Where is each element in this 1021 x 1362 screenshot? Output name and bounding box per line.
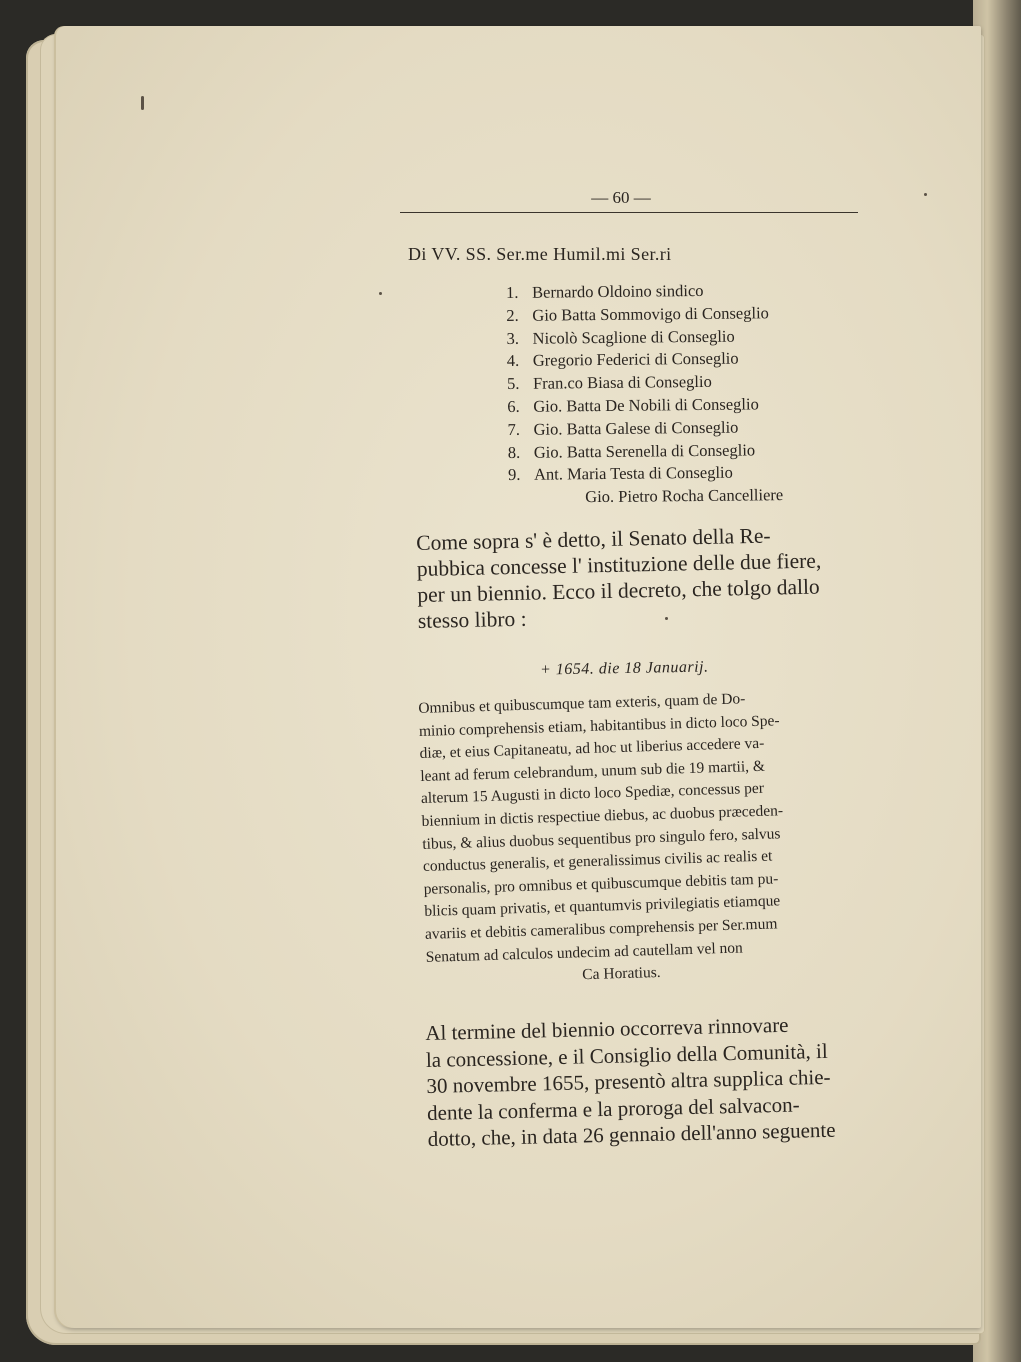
paragraph-line: 30 novembre 1655, presentò altra supplica chie- bbox=[426, 1064, 831, 1098]
paragraph-line: dotto, che, in data 26 gennaio dell'anno seguente bbox=[427, 1117, 836, 1151]
paragraph-line: per un biennio. Ecco il decreto, che tolgo dallo bbox=[417, 574, 820, 607]
signer-item bbox=[507, 416, 782, 442]
paragraph-senate bbox=[416, 521, 866, 634]
signer-number: 8. bbox=[507, 442, 521, 462]
signer-item bbox=[506, 325, 781, 351]
signer-item bbox=[508, 439, 783, 465]
signer-name: Gio. Batta Serenella di Conseglio bbox=[533, 439, 756, 462]
signer-name: Bernardo Oldoino sindico bbox=[532, 280, 704, 302]
decree-line: personalis, pro omnibus et quibuscumque debitis tam pu- bbox=[423, 870, 779, 898]
signer-name: Gregorio Federici di Conseglio bbox=[532, 348, 739, 371]
page-number: — 60 — bbox=[591, 188, 651, 207]
signer-name: Nicolò Scaglione di Conseglio bbox=[532, 326, 735, 348]
signer-number: 9. bbox=[507, 465, 521, 485]
signer-number: 2. bbox=[506, 305, 519, 325]
chancellor: Gio. Pietro Rocha Cancelliere bbox=[585, 485, 784, 507]
decree-heading: + 1654. die 18 Januarij. bbox=[539, 658, 709, 679]
signer-number: 6. bbox=[507, 396, 520, 416]
signer-number: 4. bbox=[506, 351, 520, 371]
signers-list bbox=[506, 279, 783, 510]
decree-line: minio comprehensis etiam, habitantibus in dicto loco Spe- bbox=[418, 711, 780, 740]
signer-name: Gio. Batta De Nobili di Conseglio bbox=[533, 394, 759, 416]
signer-number: 5. bbox=[506, 374, 520, 394]
paper-speck bbox=[379, 292, 382, 295]
decree-line: blicis quam privatis, et quantumvis privilegiatis etiamque bbox=[424, 892, 781, 921]
header-rule bbox=[400, 212, 858, 213]
decree-text bbox=[418, 685, 873, 992]
decree-line: conductus generalis, et generalissimus civilis ac realis et bbox=[422, 847, 773, 876]
signer-name: Gio. Batta Galese di Conseglio bbox=[533, 417, 739, 439]
salutation: Di VV. SS. Ser.me Humil.mi Ser.ri bbox=[408, 244, 672, 264]
paragraph-line: dente la conferma e la proroga del salvacon- bbox=[426, 1092, 800, 1125]
signer-name: Ant. Maria Testa di Conseglio bbox=[533, 463, 733, 485]
signer-number: 7. bbox=[507, 419, 521, 439]
decree-line: diæ, et eius Capitaneatu, ad hoc ut liberius accedere va- bbox=[419, 734, 765, 763]
signer-name: Fran.co Biasa di Conseglio bbox=[532, 372, 712, 393]
decree-line: Senatum ad calculos undecim ad cautellam vel non bbox=[425, 939, 744, 966]
decree-line: leant ad ferum celebrandum, unum sub die 19 martii, & bbox=[420, 757, 766, 785]
paragraph-renewal bbox=[425, 1010, 878, 1153]
signer-name: Gio Batta Sommovigo di Conseglio bbox=[532, 303, 769, 325]
paragraph-line: Al termine del biennio occorreva rinnovare bbox=[425, 1012, 789, 1045]
signer-item bbox=[506, 279, 781, 305]
signer-number: 1. bbox=[506, 282, 519, 302]
signer-item bbox=[507, 348, 782, 374]
paragraph-line: stesso libro : bbox=[417, 606, 527, 633]
signer-item bbox=[507, 393, 782, 419]
paragraph-line: la concessione, e il Consiglio della Comunità, il bbox=[425, 1038, 828, 1072]
decree-signature: Ca Horatius. bbox=[582, 964, 661, 984]
decree-line: biennium in dictis respectiue diebus, ac duobus præceden- bbox=[421, 802, 784, 830]
signer-item bbox=[506, 302, 781, 328]
paragraph-line: pubbica concesse l' instituzione delle due fiere, bbox=[416, 548, 822, 581]
signer-item bbox=[507, 370, 782, 396]
decree-line: alterum 15 Augusti in dicto loco Spediæ, concessus per bbox=[420, 780, 765, 808]
signer-number: 3. bbox=[506, 328, 520, 348]
paragraph-line: Come sopra s' è detto, il Senato della Re- bbox=[416, 523, 771, 555]
decree-line: avariis et debitis cameralibus comprehensis per Ser.mum bbox=[424, 915, 778, 943]
signer-item bbox=[508, 461, 783, 487]
paper-speck bbox=[924, 193, 927, 196]
decree-line: tibus, & alius duobus sequentibus pro singulo fero, salvus bbox=[422, 824, 781, 853]
decree-line: Omnibus et quibuscumque tam exteris, quam de Do- bbox=[418, 690, 746, 717]
paper-speck bbox=[141, 96, 144, 110]
